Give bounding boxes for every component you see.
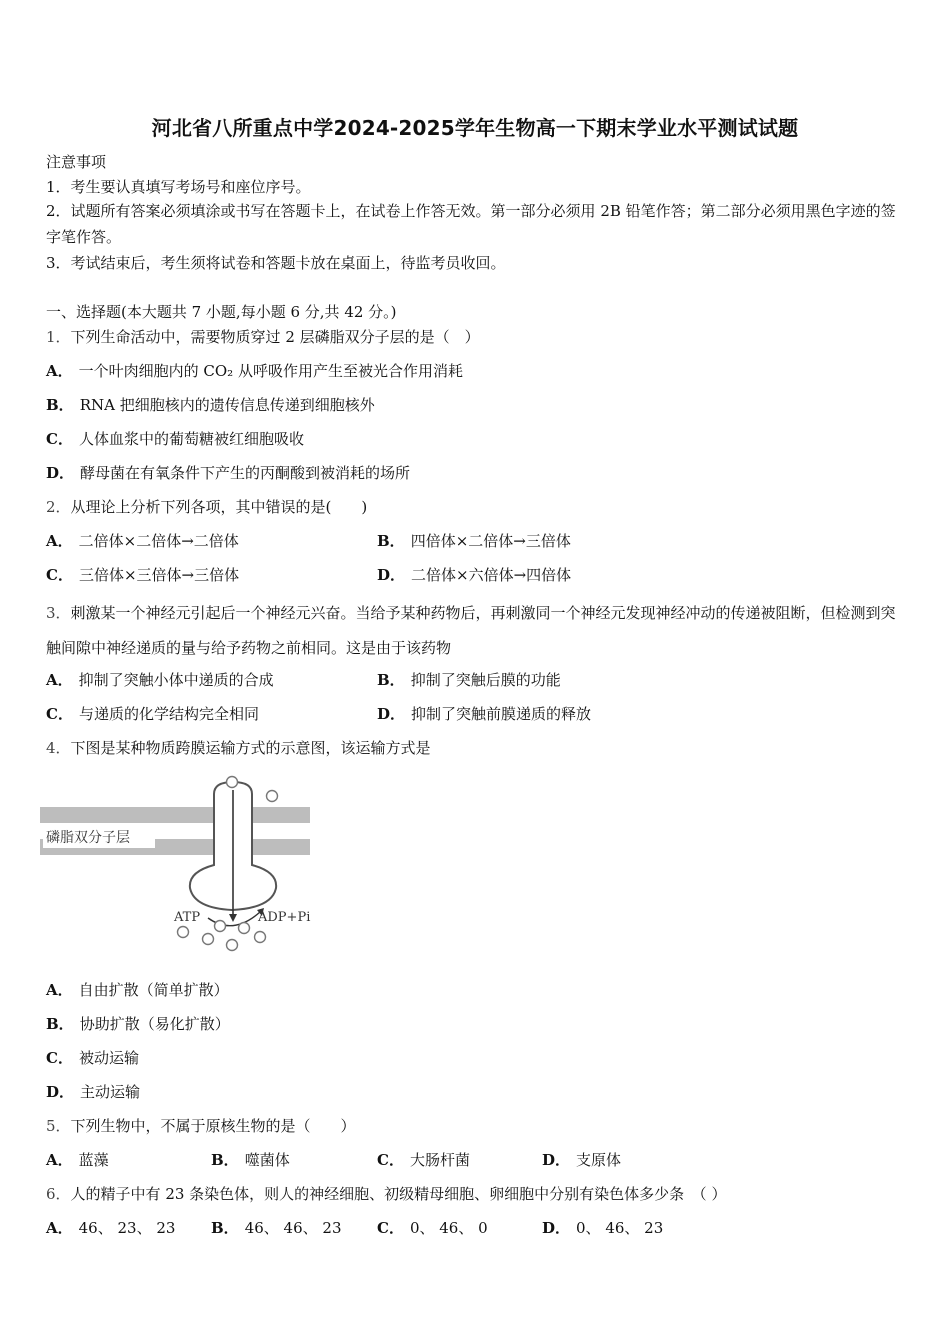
q5-option-a: A． 蓝藻 bbox=[46, 1151, 109, 1169]
transport-arrowhead bbox=[229, 914, 237, 922]
q3-option-a: A． 抑制了突触小体中递质的合成 bbox=[46, 671, 274, 689]
q3-option-b: B． 抑制了突触后膜的功能 bbox=[377, 671, 561, 689]
adp-label: ADP+Pi bbox=[258, 910, 311, 925]
q6-option-c: C． 0、 46、 0 bbox=[377, 1219, 488, 1237]
q1-option-a: A． 一个叶肉细胞内的 CO₂ 从呼吸作用产生至被光合作用消耗 bbox=[46, 362, 463, 380]
membrane-transport-figure bbox=[40, 770, 330, 960]
molecule bbox=[178, 927, 189, 938]
q2-option-c: C． 三倍体×三倍体→三倍体 bbox=[46, 566, 240, 584]
q4-option-c: C． 被动运输 bbox=[46, 1049, 139, 1067]
question-1 bbox=[46, 327, 480, 347]
atp-label: ATP bbox=[174, 910, 201, 925]
section-heading: 一、选择题(本大题共 7 小题,每小题 6 分,共 42 分。) bbox=[46, 303, 397, 321]
notice-item-2: 2．试题所有答案必须填涂或书写在答题卡上，在试卷上作答无效。第一部分必须用 2B 铅笔作答；第二部分必须用黑色字迹的签字笔作答。 bbox=[46, 202, 896, 246]
q4-option-b: B． 协助扩散（易化扩散） bbox=[46, 1015, 230, 1033]
molecule bbox=[267, 791, 278, 802]
question-4: 4．下图是某种物质跨膜运输方式的示意图，该运输方式是 bbox=[46, 739, 431, 757]
q6-option-d: D． 0、 46、 23 bbox=[542, 1219, 664, 1237]
notice-item-3: 3．考试结束后，考生须将试卷和答题卡放在桌面上，待监考员收回。 bbox=[46, 254, 506, 272]
page-title: 河北省八所重点中学2024-2025学年生物高一下期末学业水平测试试题 bbox=[151, 116, 799, 140]
membrane-upper-layer bbox=[40, 807, 310, 823]
molecule bbox=[239, 923, 250, 934]
q5-option-d: D． 支原体 bbox=[542, 1151, 622, 1169]
q1-option-d: D． 酵母菌在有氧条件下产生的丙酮酸到被消耗的场所 bbox=[46, 464, 411, 482]
question-number: 1． bbox=[46, 328, 71, 346]
molecule bbox=[203, 934, 214, 945]
notice-heading: 注意事项 bbox=[46, 153, 107, 171]
q1-option-b: B． RNA 把细胞核内的遗传信息传递到细胞核外 bbox=[46, 396, 375, 414]
q6-option-b: B． 46、 46、 23 bbox=[211, 1219, 342, 1237]
q6-option-a: A． 46、 23、 23 bbox=[46, 1219, 176, 1237]
q5-option-b: B． 噬菌体 bbox=[211, 1151, 290, 1169]
molecule bbox=[215, 921, 226, 932]
membrane-label: 磷脂双分子层 bbox=[46, 830, 130, 846]
q4-option-d: D． 主动运输 bbox=[46, 1083, 141, 1101]
q3-option-d: D． 抑制了突触前膜递质的释放 bbox=[377, 705, 592, 723]
q4-option-a: A． 自由扩散（简单扩散） bbox=[46, 981, 229, 999]
notice-item-1: 1．考生要认真填写考场号和座位序号。 bbox=[46, 178, 311, 196]
question-3: 3．刺激某一个神经元引起后一个神经元兴奋。当给予某种药物后，再刺激同一个神经元发现神经冲动的传递被阻断，但检测到突触间隙中神经递质的量与给予药物之前相同。这是由于该药物 bbox=[46, 604, 896, 657]
question-5: 5．下列生物中，不属于原核生物的是（ ） bbox=[46, 1117, 356, 1135]
molecule bbox=[227, 777, 238, 788]
question-6: 6．人的精子中有 23 条染色体，则人的神经细胞、初级精母细胞、卵细胞中分别有染色体多少条 （ ） bbox=[46, 1185, 727, 1203]
q1-option-c: C． 人体血浆中的葡萄糖被红细胞吸收 bbox=[46, 430, 304, 448]
q5-option-c: C． 大肠杆菌 bbox=[377, 1151, 470, 1169]
question-2: 2．从理论上分析下列各项，其中错误的是( ) bbox=[46, 498, 368, 516]
q2-option-d: D． 二倍体×六倍体→四倍体 bbox=[377, 566, 572, 584]
q3-option-c: C． 与递质的化学结构完全相同 bbox=[46, 705, 259, 723]
question-text: 下列生命活动中，需要物质穿过 2 层磷脂双分子层的是（ ） bbox=[70, 328, 480, 346]
q2-option-a: A． 二倍体×二倍体→二倍体 bbox=[46, 532, 239, 550]
molecule bbox=[227, 940, 238, 951]
q2-option-b: B． 四倍体×二倍体→三倍体 bbox=[377, 532, 571, 550]
molecule bbox=[255, 932, 266, 943]
